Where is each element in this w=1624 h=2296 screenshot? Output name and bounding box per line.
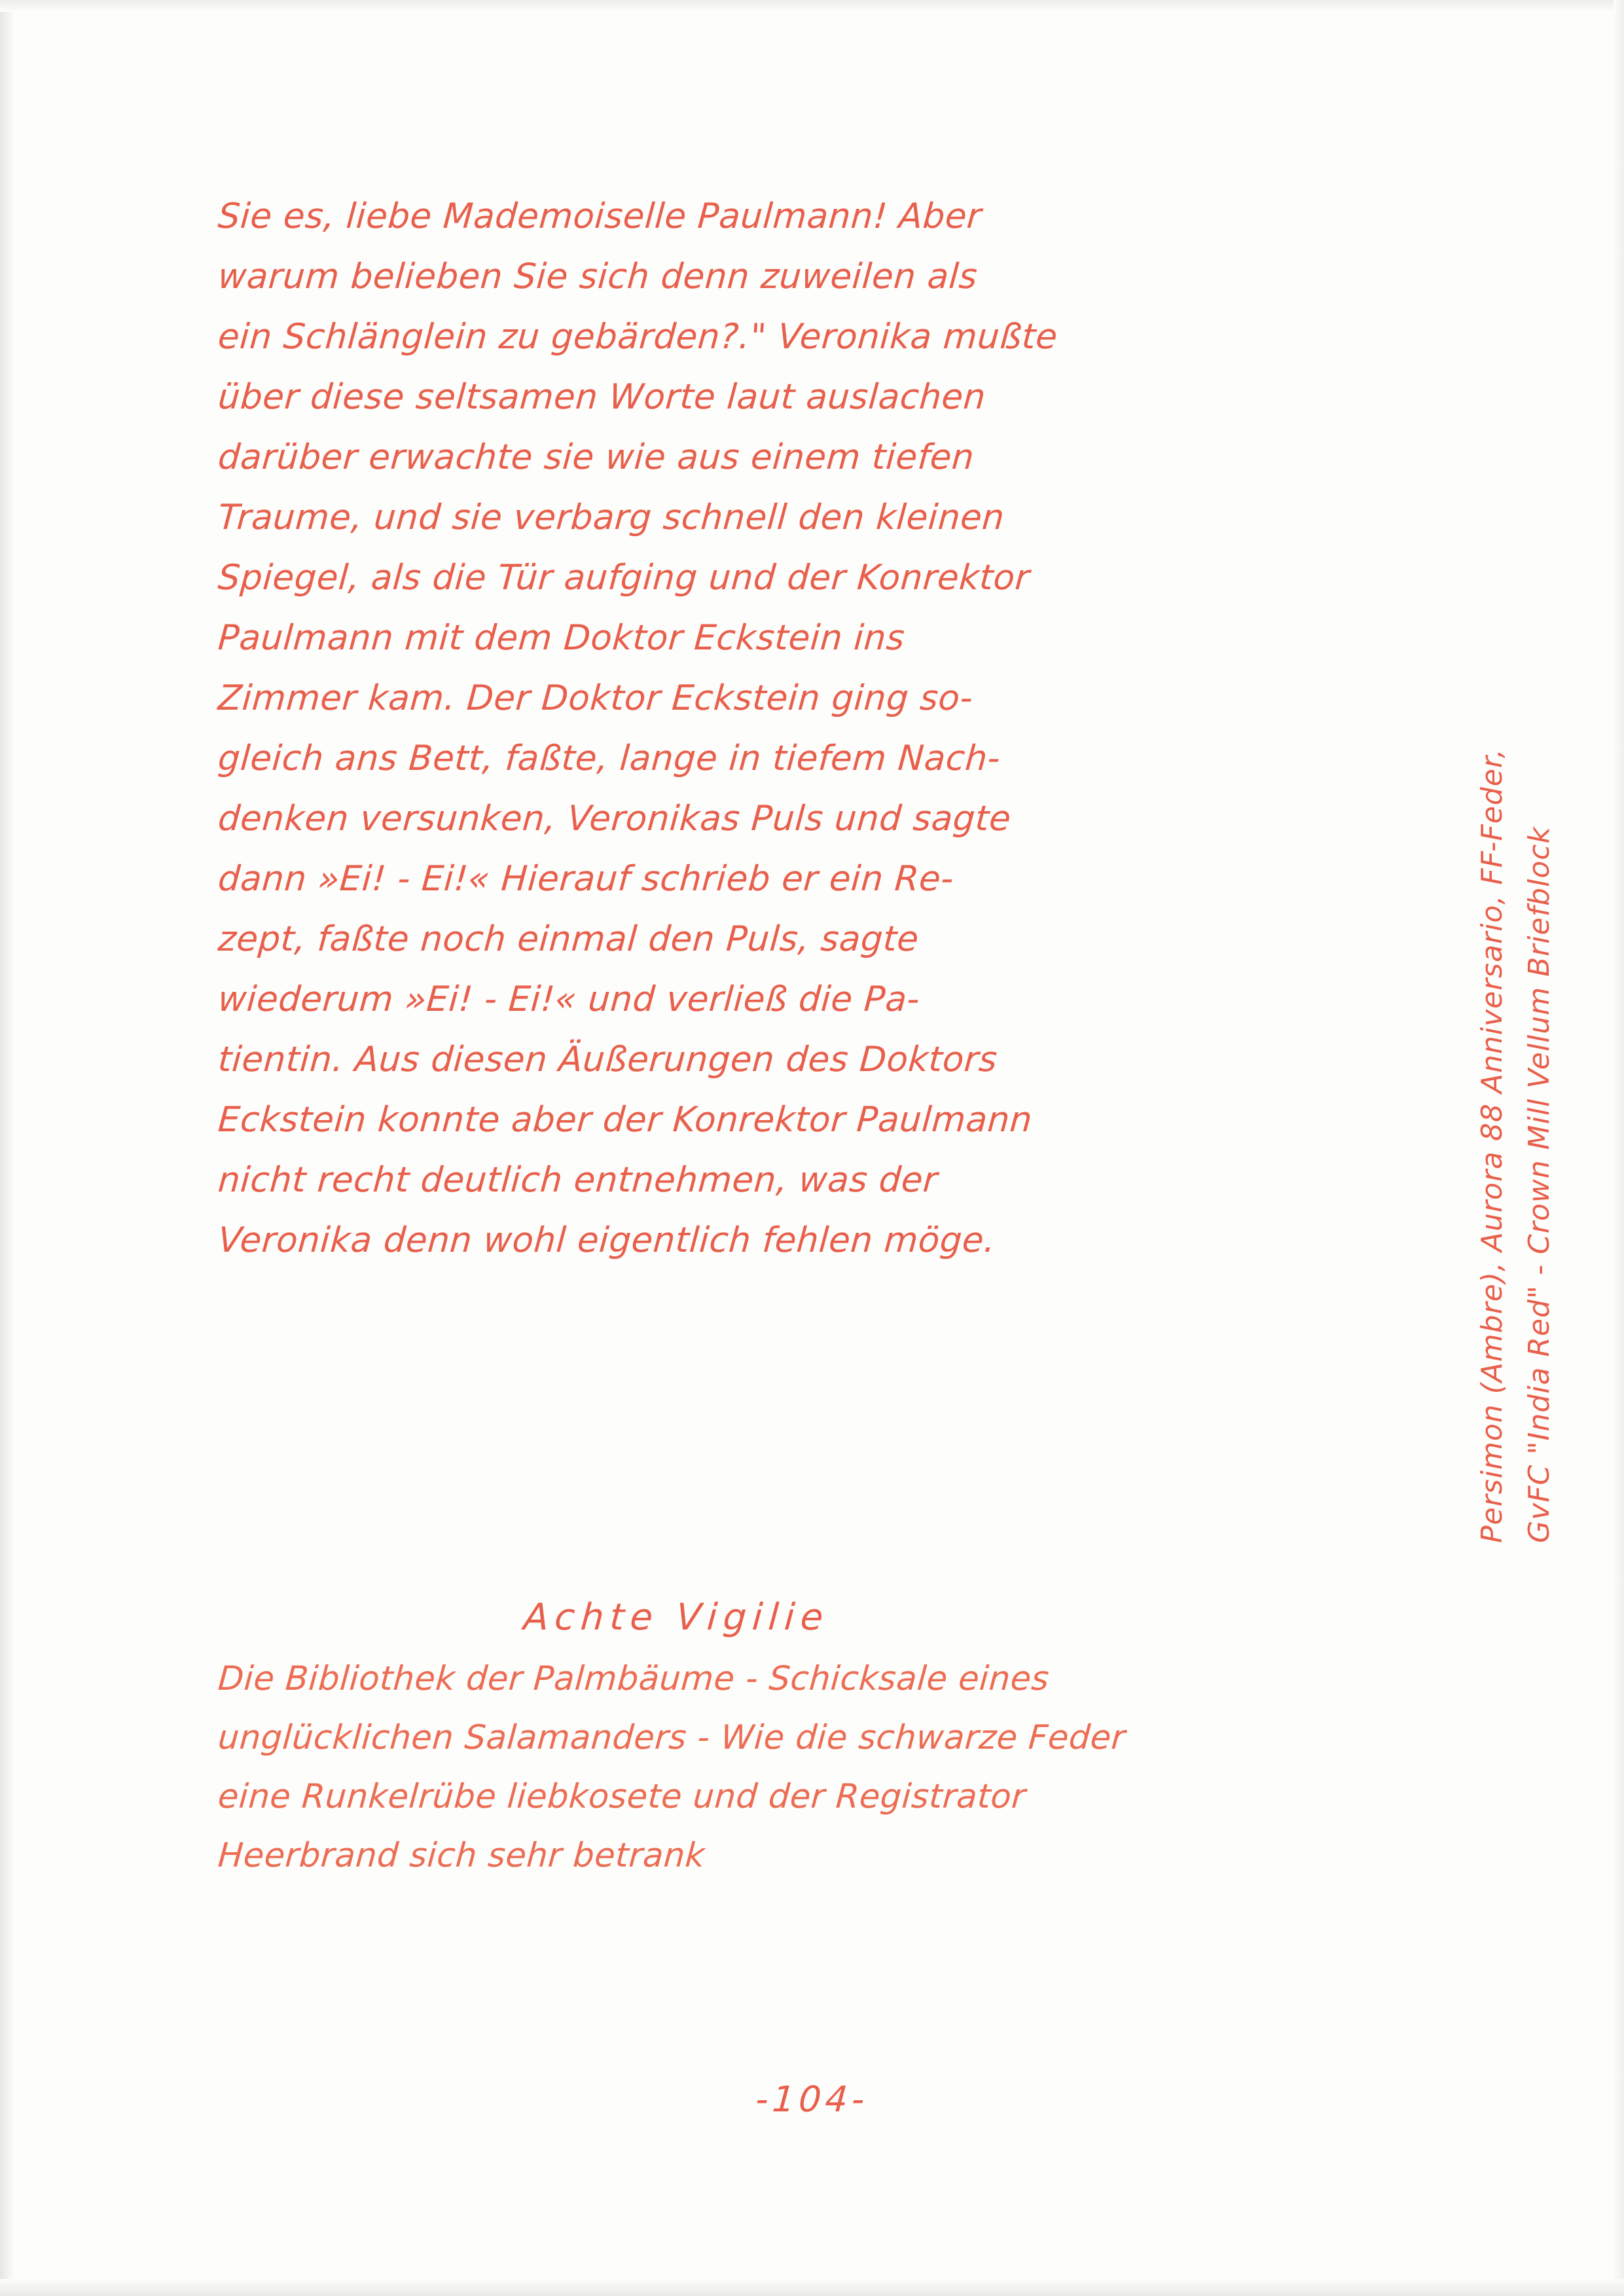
body-line: über diese seltsamen Worte laut auslachen bbox=[217, 377, 987, 417]
body-line: Traume, und sie verbarg schnell den kleinen bbox=[217, 498, 1006, 538]
page-edge-top bbox=[0, 0, 1624, 12]
subtitle-line: Die Bibliothek der Palmbäume - Schicksale eines bbox=[217, 1660, 1051, 1698]
section-heading bbox=[216, 1588, 1444, 1648]
chapter-subtitle bbox=[216, 1650, 1460, 1886]
body-line: warum belieben Sie sich denn zuweilen als bbox=[217, 257, 979, 297]
body-line: gleich ans Bett, faßte, lange in tiefem Nach- bbox=[217, 738, 1002, 778]
body-line: Eckstein konnte aber der Konrektor Paulmann bbox=[217, 1100, 1034, 1140]
page-edge-bottom bbox=[0, 2279, 1624, 2296]
body-line: darüber erwachte sie wie aus einem tiefen bbox=[217, 437, 976, 477]
body-line: ein Schlänglein zu gebärden?." Veronika mußte bbox=[217, 317, 1059, 357]
body-line: wiederum »Ei! - Ei!« und verließ die Pa- bbox=[217, 979, 922, 1019]
body-line: dann »Ei! - Ei!« Hierauf schrieb er ein Re- bbox=[217, 859, 956, 899]
body-line: tientin. Aus diesen Äußerungen des Doktors bbox=[217, 1040, 999, 1080]
body-line: Veronika denn wohl eigentlich fehlen möge. bbox=[217, 1220, 997, 1260]
subtitle-line: Heerbrand sich sehr betrank bbox=[217, 1836, 706, 1875]
body-line: Zimmer kam. Der Doktor Eckstein ging so- bbox=[217, 678, 975, 718]
body-line: nicht recht deutlich entnehmen, was der bbox=[217, 1160, 939, 1200]
subtitle-line: eine Runkelrübe liebkosete und der Registrator bbox=[217, 1777, 1027, 1816]
body-line: Sie es, liebe Mademoiselle Paulmann! Aber bbox=[217, 196, 983, 236]
page-edge-left bbox=[0, 0, 14, 2296]
body-line: Spiegel, als die Tür aufging und der Konrektor bbox=[217, 558, 1032, 598]
body-line: zept, faßte noch einmal den Puls, sagte bbox=[217, 919, 920, 959]
margin-annotation-line: GvFC "India Red" - Crown Mill Vellum Briefblock bbox=[1523, 826, 1556, 1543]
page-edge-right bbox=[1614, 0, 1624, 2296]
body-line: Paulmann mit dem Doktor Eckstein ins bbox=[217, 618, 907, 658]
margin-annotation-line: Persimon (Ambre), Aurora 88 Anniversario, FF-Feder, bbox=[1475, 748, 1509, 1543]
section-heading-text: Achte Vigilie bbox=[522, 1596, 831, 1639]
margin-annotation bbox=[1473, 406, 1559, 1886]
handwritten-body-text bbox=[216, 187, 1440, 1271]
page-number: -104- bbox=[754, 2079, 870, 2120]
body-line: denken versunken, Veronikas Puls und sagte bbox=[217, 799, 1013, 839]
margin-annotation-text bbox=[1469, 748, 1563, 1543]
subtitle-line: unglücklichen Salamanders - Wie die schwarze Feder bbox=[217, 1719, 1127, 1757]
